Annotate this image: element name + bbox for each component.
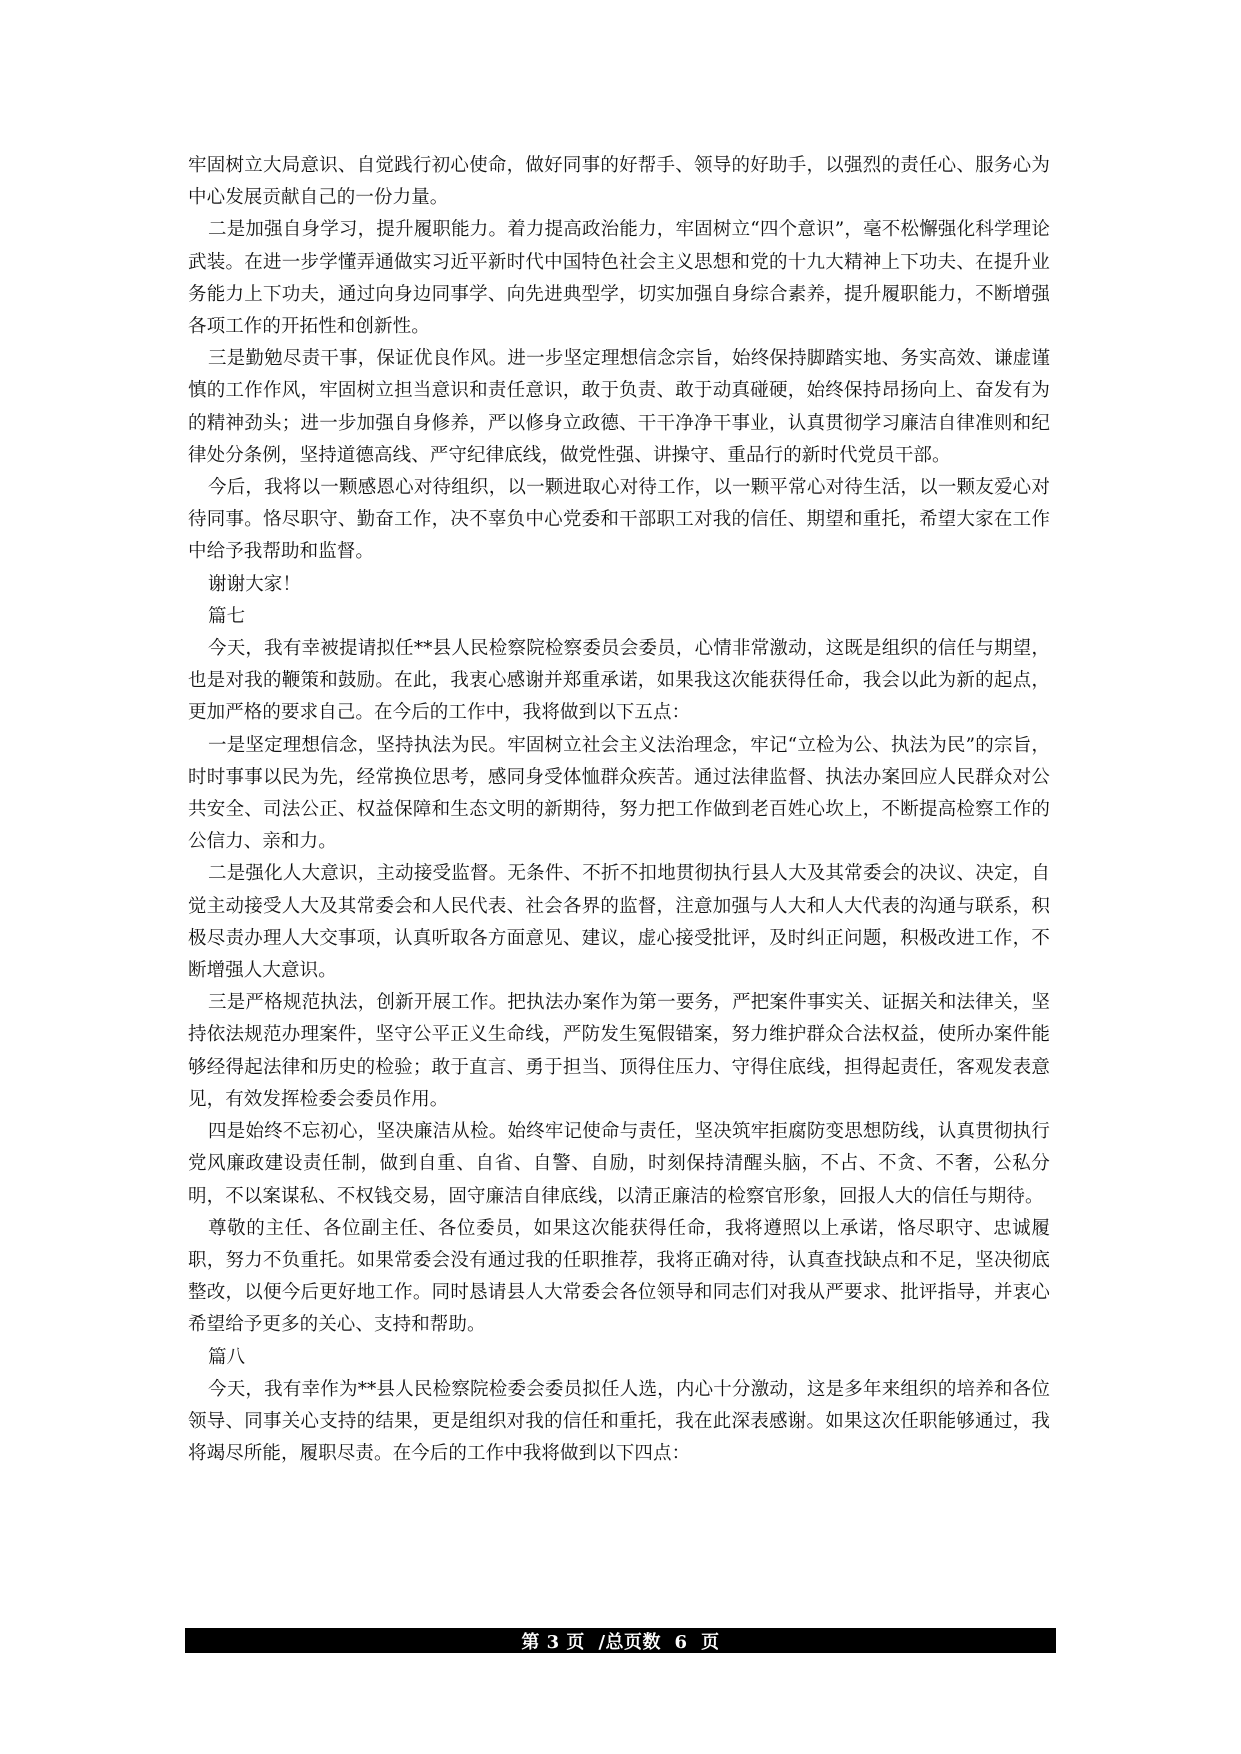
closing-line: 谢谢大家！ — [208, 573, 302, 595]
paragraph-continuation: 牢固树立大局意识、自觉践行初心使命，做好同事的好帮手、领导的好助手，以强烈的责任心、服务心为中心发展贡献自己的一份力量。 — [188, 155, 1050, 209]
paragraph: 二是强化人大意识，主动接受监督。无条件、不折不扣地贯彻执行县人大及其常委会的决议、决定，自觉主动接受人大及其常委会和人民代表、社会各界的监督，注意加强与人大和人大代表的沟通与联系，积极尽责办理人大交事项，认真听取各方面意见、建议，虚心接受批评，及时纠正问题，积极改进工作，不断增强人大意识。 — [188, 863, 1050, 982]
paragraph: 今后，我将以一颗感恩心对待组织，以一颗进取心对待工作，以一颗平常心对待生活，以一颗友爱心对待同事。恪尽职守、勤奋工作，决不辜负中心党委和干部职工对我的信任、期望和重托，希望大家在工作中给予我帮助和监督。 — [188, 477, 1050, 563]
paragraph: 今天，我有幸作为**县人民检察院检委会委员拟任人选，内心十分激动，这是多年来组织的培养和各位领导、同事关心支持的结果，更是组织对我的信任和重托，我在此深表感谢。如果这次任职能够通过，我将竭尽所能，履职尽责。在今后的工作中我将做到以下四点： — [188, 1378, 1050, 1465]
paragraph: 尊敬的主任、各位副主任、各位委员，如果这次能获得任命，我将遵照以上承诺，恪尽职守、忠诚履职，努力不负重托。如果常委会没有通过我的任职推荐，我将正确对待，认真查找缺点和不足，坚决彻底整改，以便今后更好地工作。同时恳请县人大常委会各位领导和同志们对我从严要求、批评指导，并衷心希望给予更多的关心、支持和帮助。 — [188, 1217, 1050, 1336]
paragraph: 四是始终不忘初心，坚决廉洁从检。始终牢记使命与责任，坚决筑牢拒腐防变思想防线，认真贯彻执行党风廉政建设责任制，做到自重、自省、自警、自励，时刻保持清醒头脑，不占、不贪、不奢，公私分明，不以案谋私、不权钱交易，固守廉洁自律底线，以清正廉洁的检察官形象，回报人大的信任与期待。 — [188, 1121, 1050, 1207]
paragraph: 一是坚定理想信念，坚持执法为民。牢固树立社会主义法治理念，牢记“立检为公、执法为民”的宗旨，时时事事以民为先，经常换位思考，感同身受体恤群众疾苦。通过法律监督、执法办案回应人民群众对公共安全、司法公正、权益保障和生态文明的新期待，努力把工作做到老百姓心坎上，不断提高检察工作的公信力、亲和力。 — [188, 734, 1050, 853]
paragraph: 三是严格规范执法，创新开展工作。把执法办案作为第一要务，严把案件事实关、证据关和法律关，坚持依法规范办理案件，坚守公平正义生命线，严防发生冤假错案，努力维护群众合法权益，使所办案件能够经得起法律和历史的检验；敢于直言、勇于担当、顶得住压力、守得住底线，担得起责任，客观发表意见，有效发挥检委会委员作用。 — [188, 992, 1050, 1110]
section-heading: 篇七 — [208, 605, 246, 627]
paragraph: 二是加强自身学习，提升履职能力。着力提高政治能力，牢固树立“四个意识”，毫不松懈强化科学理论武装。在进一步学懂弄通做实习近平新时代中国特色社会主义思想和党的十九大精神上下功夫、在提升业务能力上下功夫，通过向身边同事学、向先进典型学，切实加强自身综合素养，提升履职能力，不断增强各项工作的开拓性和创新性。 — [188, 219, 1050, 338]
page-footer-bar — [185, 1628, 1056, 1653]
document-body — [188, 150, 1050, 1470]
paragraph: 三是勤勉尽责干事，保证优良作风。进一步坚定理想信念宗旨，始终保持脚踏实地、务实高效、谦虚谨慎的工作作风，牢固树立担当意识和责任意识，敢于负责、敢于动真碰硬，始终保持昂扬向上、奋发有为的精神劲头；进一步加强自身修养，严以修身立政德、干干净净干事业，认真贯彻学习廉洁自律准则和纪律处分条例，坚持道德高线、严守纪律底线，做党性强、讲操守、重品行的新时代党员干部。 — [188, 348, 1050, 466]
section-heading: 篇八 — [208, 1346, 246, 1368]
paragraph: 今天，我有幸被提请拟任**县人民检察院检察委员会委员，心情非常激动，这既是组织的信任与期望，也是对我的鞭策和鼓励。在此，我衷心感谢并郑重承诺，如果我这次能获得任命，我会以此为新的起点，更加严格的要求自己。在今后的工作中，我将做到以下五点： — [188, 638, 1050, 724]
page-number-label: 第 3 页 /总页数 6 页 — [521, 1631, 720, 1653]
